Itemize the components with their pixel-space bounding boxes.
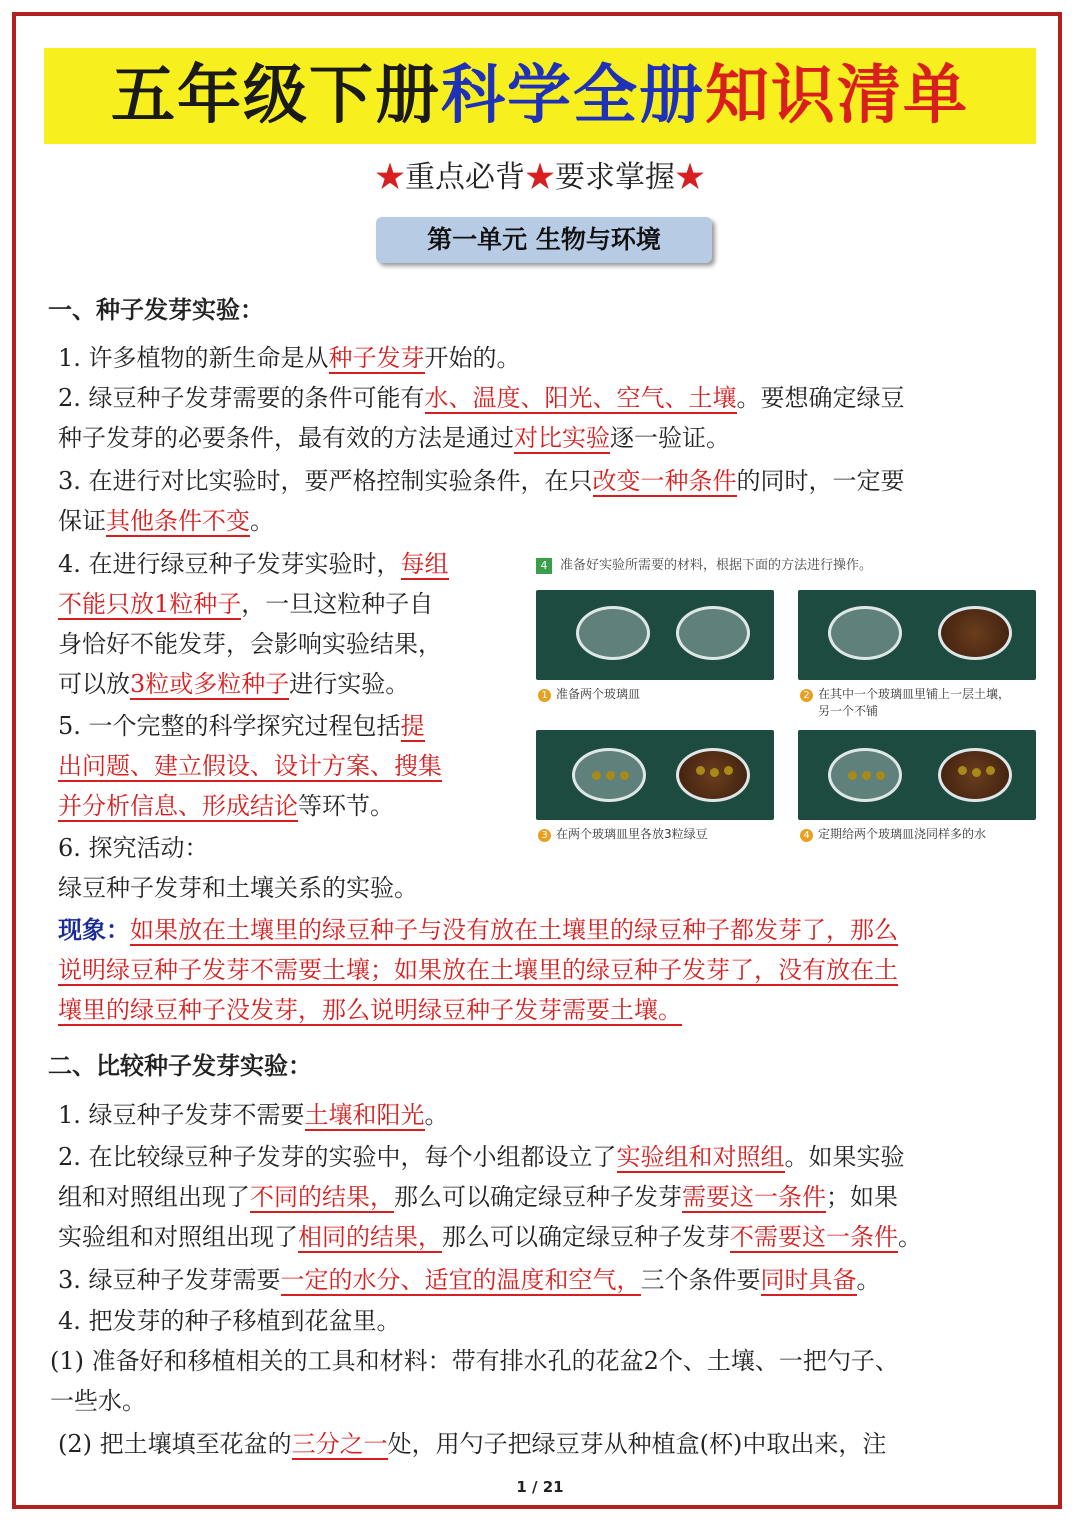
s2-paragraph-1: 1. 绿豆种子发芽不需要土壤和阳光。 bbox=[58, 1101, 449, 1129]
page-number: 1 / 21 bbox=[516, 1478, 564, 1496]
s2-paragraph-2: 2. 在比较绿豆种子发芽的实验中，每个小组都设立了实验组和对照组。如果实验 bbox=[58, 1143, 905, 1171]
star-icon: ★ bbox=[525, 160, 555, 195]
s1-paragraph-3b: 保证其他条件不变。 bbox=[58, 507, 274, 535]
title-banner bbox=[44, 48, 1036, 144]
title-part3: 知识清单 bbox=[705, 59, 969, 133]
subtitle bbox=[0, 158, 1080, 198]
s1-paragraph-4c: 身恰好不能发芽，会影响实验结果， bbox=[58, 630, 442, 658]
title-part1: 五年级下册 bbox=[111, 59, 441, 133]
s1-paragraph-3: 3. 在进行对比实验时，要严格控制实验条件，在只改变一种条件的同时，一定要 bbox=[58, 467, 905, 495]
caption-3: 3 在两个玻璃皿里各放3粒绿豆 bbox=[538, 826, 708, 843]
phenomenon-line-2: 说明绿豆种子发芽不需要土壤；如果放在土壤里的绿豆种子发芽了，没有放在土 bbox=[58, 956, 898, 984]
s1-paragraph-4a: 4. 在进行绿豆种子发芽实验时，每组 bbox=[58, 550, 449, 578]
title-part2: 科学全册 bbox=[441, 59, 705, 133]
phenomenon-line-3: 壤里的绿豆种子没发芽，那么说明绿豆种子发芽需要土壤。 bbox=[58, 996, 682, 1024]
s1-paragraph-4d: 可以放3粒或多粒种子进行实验。 bbox=[58, 670, 410, 698]
figure-header: 4 准备好实验所需要的材料，根据下面的方法进行操作。 bbox=[536, 554, 872, 574]
photo-two-dishes bbox=[536, 590, 774, 680]
s2-paragraph-4: 4. 把发芽的种子移植到花盆里。 bbox=[58, 1307, 401, 1335]
s2-paragraph-4-1: (1) 准备好和移植相关的工具和材料：带有排水孔的花盆2个、土壤、一把勺子、 bbox=[50, 1347, 899, 1375]
caption-1: 1 准备两个玻璃皿 bbox=[538, 686, 640, 703]
star-icon: ★ bbox=[675, 160, 705, 195]
caption-4: 4 定期给两个玻璃皿浇同样多的水 bbox=[800, 826, 986, 843]
caption-2: 2 在其中一个玻璃皿里铺上一层土壤， 另一个不铺 bbox=[800, 686, 1010, 720]
subtitle-text2: 要求掌握 bbox=[555, 160, 675, 195]
section2-heading: 二、比较种子发芽实验： bbox=[48, 1052, 312, 1080]
s1-paragraph-6a: 6. 探究活动： bbox=[58, 834, 209, 862]
s1-paragraph-4b: 不能只放1粒种子，一旦这粒种子自 bbox=[58, 590, 434, 618]
s2-paragraph-4-2: (2) 把土壤填至花盆的三分之一处，用勺子把绿豆芽从种植盒(杯)中取出来，注 bbox=[58, 1430, 887, 1458]
unit-title: 第一单元 生物与环境 bbox=[376, 217, 712, 263]
s1-paragraph-5b: 出问题、建立假设、设计方案、搜集 bbox=[58, 752, 442, 780]
section1-heading: 一、种子发芽实验： bbox=[48, 296, 264, 324]
s2-paragraph-2c: 实验组和对照组出现了相同的结果，那么可以确定绿豆种子发芽不需要这一条件。 bbox=[58, 1223, 922, 1251]
phenomenon-label: 现象： bbox=[58, 915, 130, 944]
s1-paragraph-6b: 绿豆种子发芽和土壤关系的实验。 bbox=[58, 874, 418, 902]
photo-watering-dishes bbox=[798, 730, 1036, 820]
s1-paragraph-1: 1. 许多植物的新生命是从种子发芽开始的。 bbox=[58, 344, 521, 372]
s1-paragraph-2: 2. 绿豆种子发芽需要的条件可能有水、温度、阳光、空气、土壤。要想确定绿豆 bbox=[58, 384, 905, 412]
phenomenon-line-1: 现象：如果放在土壤里的绿豆种子与没有放在土壤里的绿豆种子都发芽了，那么 bbox=[58, 915, 898, 944]
s1-paragraph-5c: 并分析信息、形成结论等环节。 bbox=[58, 792, 394, 820]
s2-paragraph-3: 3. 绿豆种子发芽需要一定的水分、适宜的温度和空气，三个条件要同时具备。 bbox=[58, 1266, 881, 1294]
step-number-badge: 4 bbox=[536, 558, 552, 574]
s1-paragraph-5a: 5. 一个完整的科学探究过程包括提 bbox=[58, 712, 425, 740]
photo-beans-in-dishes bbox=[536, 730, 774, 820]
s2-paragraph-4-1b: 一些水。 bbox=[50, 1387, 146, 1415]
experiment-figure bbox=[532, 550, 1042, 850]
s1-paragraph-2b: 种子发芽的必要条件，最有效的方法是通过对比实验逐一验证。 bbox=[58, 424, 730, 452]
star-icon: ★ bbox=[375, 160, 405, 195]
subtitle-text1: 重点必背 bbox=[405, 160, 525, 195]
s2-paragraph-2b: 组和对照组出现了不同的结果，那么可以确定绿豆种子发芽需要这一条件；如果 bbox=[58, 1183, 898, 1211]
photo-soil-dish bbox=[798, 590, 1036, 680]
